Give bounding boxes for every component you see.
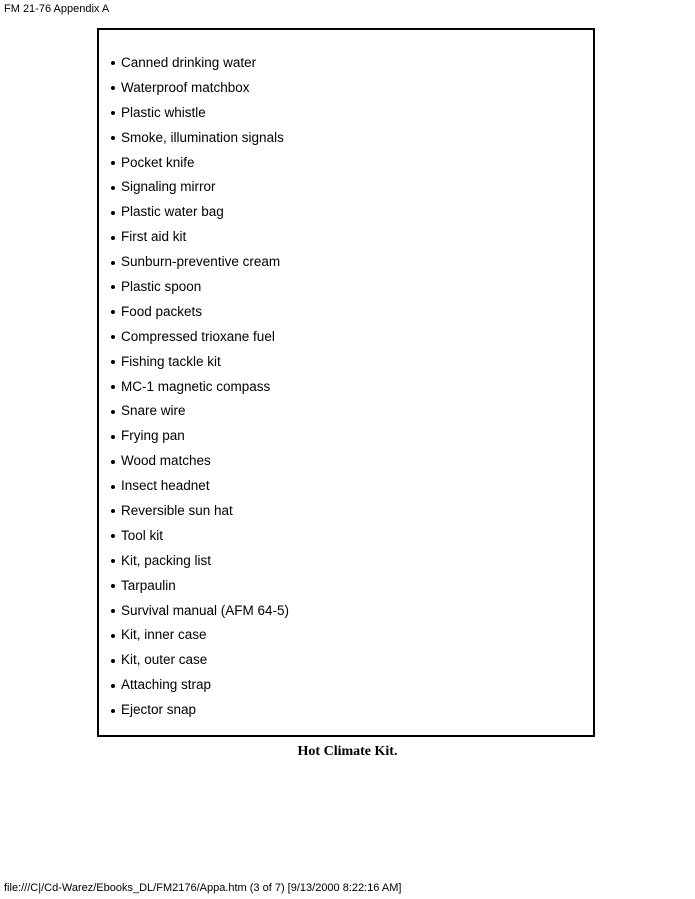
list-item-label: Frying pan: [121, 428, 185, 444]
list-item-label: Insect headnet: [121, 478, 210, 494]
bullet-icon: [111, 310, 115, 314]
list-item: [111, 225, 289, 250]
bullet-icon: [111, 261, 115, 265]
bullet-icon: [111, 86, 115, 90]
list-item: [111, 623, 289, 648]
list-item-label: Ejector snap: [121, 702, 197, 718]
list-item: [111, 76, 289, 101]
bullet-icon: [111, 534, 115, 538]
list-item-label: Wood matches: [121, 453, 211, 469]
list-item: [111, 300, 289, 325]
list-item: [111, 698, 289, 723]
list-item: [111, 350, 289, 375]
list-item-label: Plastic whistle: [121, 104, 206, 120]
list-item: [111, 126, 289, 151]
list-item-label: Pocket knife: [121, 154, 195, 170]
list-item-label: Reversible sun hat: [121, 503, 233, 519]
figure-caption: Hot Climate Kit.: [297, 744, 398, 759]
list-item-label: Canned drinking water: [121, 55, 257, 70]
list-item-label: Fishing tackle kit: [121, 353, 221, 369]
list-item: [111, 549, 289, 574]
list-item: [111, 325, 289, 350]
list-item-label: Compressed trioxane fuel: [121, 328, 275, 344]
list-item-label: Tarpaulin: [121, 577, 176, 593]
list-item: [111, 449, 289, 474]
list-item: [111, 574, 289, 599]
bullet-icon: [111, 236, 115, 240]
list-item-label: Kit, packing list: [121, 552, 212, 568]
list-item: [111, 648, 289, 673]
bullet-icon: [111, 211, 115, 215]
list-item-label: Plastic spoon: [121, 279, 202, 295]
list-item-label: Waterproof matchbox: [121, 79, 250, 95]
bullet-icon: [111, 111, 115, 115]
list-item: [111, 275, 289, 300]
bullet-icon: [111, 485, 115, 489]
page-header: FM 21-76 Appendix A: [4, 3, 110, 15]
kit-list-box: [97, 28, 595, 737]
bullet-icon: [111, 634, 115, 638]
list-item-label: First aid kit: [121, 229, 187, 245]
bullet-icon: [111, 584, 115, 588]
bullet-icon: [111, 709, 115, 713]
bullet-icon: [111, 285, 115, 289]
list-item: [111, 51, 289, 76]
list-item: [111, 101, 289, 126]
bullet-icon: [111, 460, 115, 464]
bullet-icon: [111, 684, 115, 688]
list-item-label: Sunburn-preventive cream: [121, 254, 281, 270]
bullet-icon: [111, 186, 115, 190]
page-footer-url: file:///C|/Cd-Warez/Ebooks_DL/FM2176/Appa.htm (3 of 7) [9/13/2000 8:22:16 AM]: [4, 882, 402, 894]
list-item: [111, 474, 289, 499]
list-item-label: Kit, outer case: [121, 652, 208, 668]
list-item: [111, 599, 289, 624]
list-item: [111, 250, 289, 275]
bullet-icon: [111, 435, 115, 439]
list-item-label: Snare wire: [121, 403, 186, 419]
list-item: [111, 175, 289, 200]
bullet-icon: [111, 385, 115, 389]
list-item-label: Plastic water bag: [121, 204, 224, 220]
bullet-icon: [111, 136, 115, 140]
list-item: [111, 200, 289, 225]
list-item: [111, 499, 289, 524]
list-item: [111, 399, 289, 424]
bullet-icon: [111, 509, 115, 513]
bullet-icon: [111, 161, 115, 165]
list-item-label: MC-1 magnetic compass: [121, 378, 271, 394]
bullet-icon: [111, 659, 115, 663]
list-item-label: Smoke, illumination signals: [121, 129, 284, 145]
bullet-icon: [111, 410, 115, 414]
list-item-label: Tool kit: [121, 527, 164, 543]
list-item: [111, 524, 289, 549]
list-item-label: Signaling mirror: [121, 179, 216, 195]
list-item: [111, 375, 289, 400]
list-item-label: Kit, inner case: [121, 627, 207, 643]
bullet-icon: [111, 559, 115, 563]
list-item-label: Food packets: [121, 303, 203, 319]
bullet-icon: [111, 360, 115, 364]
bullet-icon: [111, 609, 115, 613]
list-item: [111, 151, 289, 176]
kit-item-list: [111, 51, 289, 723]
list-item-label: Attaching strap: [121, 677, 212, 693]
bullet-icon: [111, 61, 115, 65]
list-item: [111, 424, 289, 449]
bullet-icon: [111, 335, 115, 339]
list-item-label: Survival manual (AFM 64-5): [121, 602, 290, 618]
list-item: [111, 673, 289, 698]
